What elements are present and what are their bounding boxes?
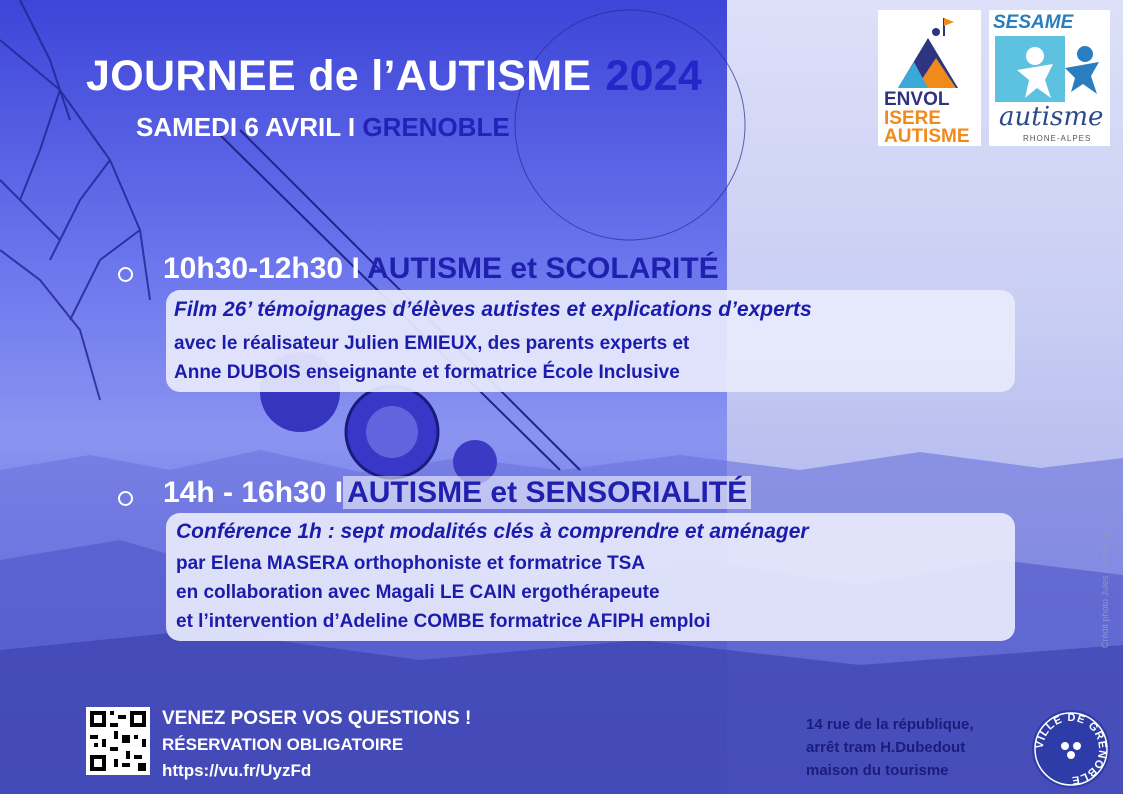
title-text: JOURNEE de l’AUTISME [86, 52, 592, 100]
session2-line4: et l’intervention d’Adeline COMBE formatrice AFIPH emploi [176, 611, 711, 632]
reservation-text: RÉSERVATION OBLIGATOIRE [162, 735, 404, 754]
title-year: 2024 [605, 52, 703, 100]
ville-de-grenoble-seal [1032, 710, 1110, 788]
address-line1: 14 rue de la république, [806, 716, 974, 733]
seal-text: VILLE DE GRENOBLE [1033, 711, 1109, 787]
session1-heading [163, 252, 719, 286]
questions-text: VENEZ POSER VOS QUESTIONS ! [162, 708, 472, 729]
session1-bullet [118, 267, 133, 282]
address-line2: arrêt tram H.Dubedout [806, 739, 966, 756]
city-text: GRENOBLE [362, 112, 510, 142]
date-text: SAMEDI 6 AVRIL I [136, 112, 356, 142]
qr-code[interactable] [86, 707, 150, 775]
session1-time: 10h30-12h30 I [163, 252, 360, 285]
reservation-link[interactable]: https://vu.fr/UyzFd [162, 761, 312, 780]
session2-bullet [118, 491, 133, 506]
session2-box [166, 513, 1015, 641]
qr-code-icon [86, 707, 150, 775]
envol-line1: ENVOL [884, 89, 950, 110]
sesame-figures-icon [995, 36, 1105, 104]
session1-box [166, 290, 1015, 392]
event-title [86, 52, 702, 101]
session1-line1: Film 26’ témoignages d’élèves autistes et explications d’experts [174, 298, 812, 321]
session1-topic: AUTISME et SCOLARITÉ [367, 252, 719, 285]
session2-line3: en collaboration avec Magali LE CAIN ergothérapeute [176, 582, 660, 603]
photo-credit-text: Crédit photo Jules Guermonprez [1100, 518, 1110, 649]
session1-line2: avec le réalisateur Julien EMIEUX, des parents experts et [174, 333, 690, 354]
session2-heading [163, 476, 751, 510]
envol-line2: ISERE [884, 108, 942, 129]
session2-line1: Conférence 1h : sept modalités clés à comprendre et aménager [176, 520, 809, 543]
sesame-autisme-logo [989, 10, 1110, 146]
reservation-info [162, 706, 471, 784]
sesame-region: RHONE-ALPES [1023, 134, 1092, 143]
sesame-word: autisme [999, 102, 1104, 132]
event-date [136, 112, 510, 143]
envol-line3: AUTISME [884, 126, 970, 147]
session1-line3: Anne DUBOIS enseignante et formatrice École Inclusive [174, 362, 680, 383]
envol-isere-autisme-logo [878, 10, 981, 146]
session2-line2: par Elena MASERA orthophoniste et formatrice TSA [176, 553, 646, 574]
session2-time: 14h - 16h30 I [163, 476, 344, 509]
sesame-top: SESAME [993, 12, 1074, 33]
session2-topic: AUTISME et SENSORIALITÉ [343, 476, 751, 509]
address-line3: maison du tourisme [806, 762, 949, 779]
grenoble-seal-icon [1032, 710, 1110, 788]
address-block [806, 713, 974, 782]
